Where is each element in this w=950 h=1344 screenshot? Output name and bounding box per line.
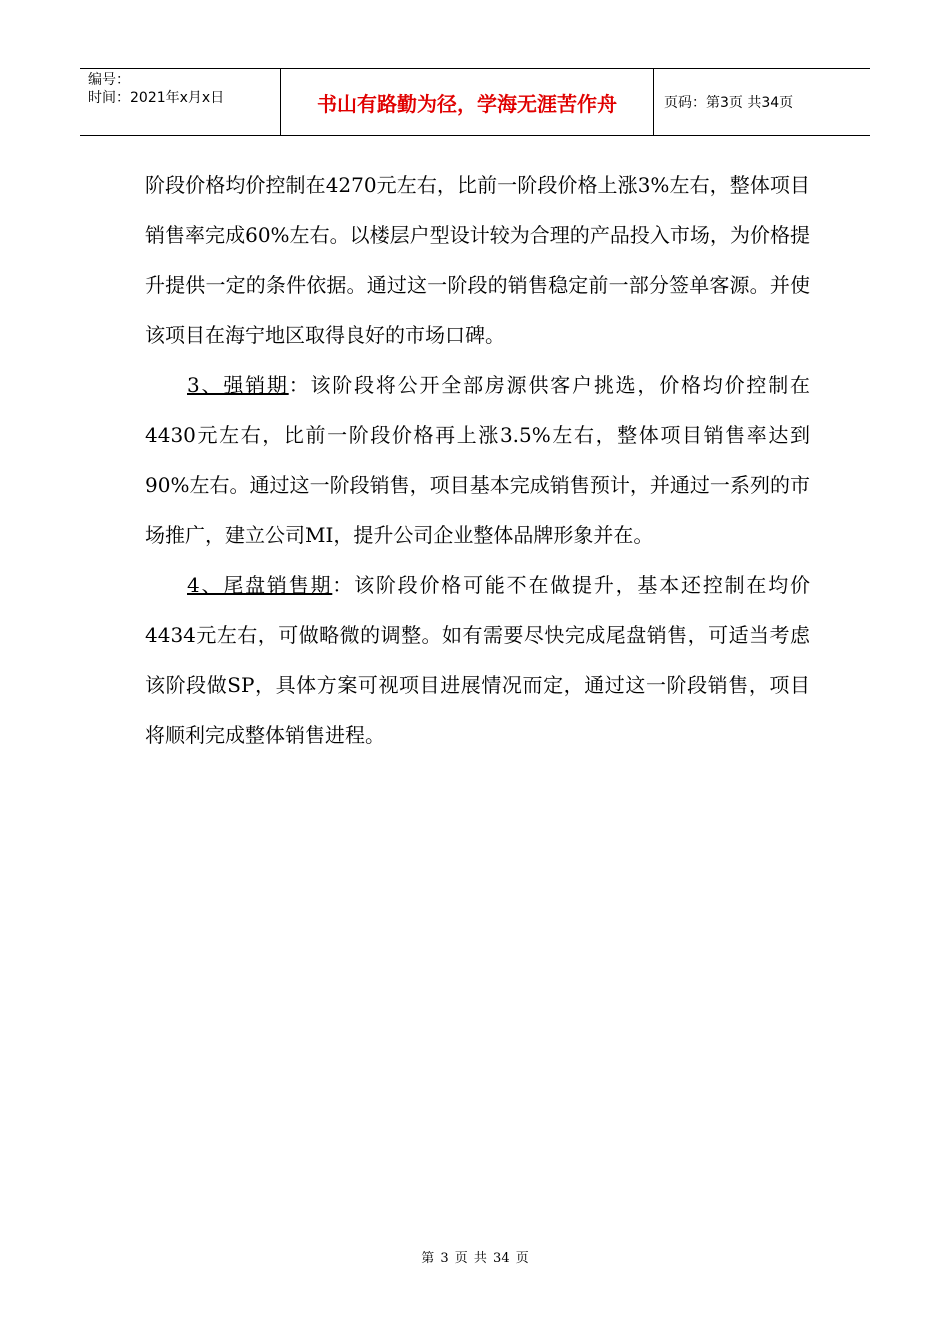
section-term-final-sales: 4、尾盘销售期 xyxy=(187,573,333,597)
page-header xyxy=(80,68,870,136)
header-page-label: 页码：第3页 共34页 xyxy=(664,95,794,111)
section-term-strong-sales: 3、强销期 xyxy=(187,373,289,397)
header-motto: 书山有路勤为径，学海无涯苦作舟 xyxy=(317,91,617,116)
header-page-cell xyxy=(654,69,870,135)
paragraph-1: 阶段价格均价控制在4270元左右，比前一阶段价格上涨3%左右，整体项目销售率完成60%左右。以楼层户型设计较为合理的产品投入市场，为价格提升提供一定的条件依据。通过这一阶段的销售稳定前一部分签单客源。并使该项目在海宁地区取得良好的市场口碑。 xyxy=(145,173,810,347)
page-footer: 第 3 页 共 34 页 xyxy=(421,1251,529,1266)
paragraph-3-text: ：该阶段价格可能不在做提升，基本还控制在均价4434元左右，可做略微的调整。如有需要尽快完成尾盘销售，可适当考虑该阶段做SP，具体方案可视项目进展情况而定，通过这一阶段销售，项目将顺利完成整体销售进程。 xyxy=(145,573,810,747)
paragraph-2 xyxy=(145,360,810,560)
document-number-label: 编号： xyxy=(88,72,130,88)
header-motto-cell xyxy=(281,69,654,135)
header-meta xyxy=(80,69,281,135)
document-date-label: 时间：2021年x月x日 xyxy=(88,90,225,106)
paragraph-3 xyxy=(145,560,810,760)
document-body xyxy=(145,160,810,760)
paragraph-2-text: ：该阶段将公开全部房源供客户挑选，价格均价控制在4430元左右，比前一阶段价格再上涨3.5%左右，整体项目销售率达到90%左右。通过这一阶段销售，项目基本完成销售预计，并通过一系列的市场推广，建立公司MI，提升公司企业整体品牌形象并在。 xyxy=(145,373,810,547)
